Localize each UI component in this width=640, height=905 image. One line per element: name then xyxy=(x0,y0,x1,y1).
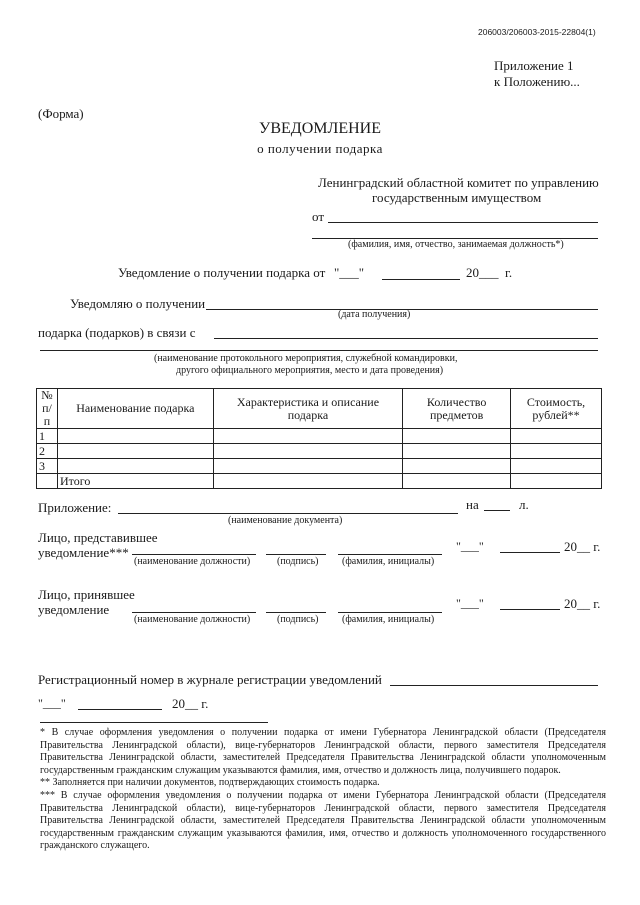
table-row xyxy=(37,459,602,474)
receiver-position-caption: (наименование должности) xyxy=(134,614,251,625)
submitter-date-day[interactable]: "___" xyxy=(456,539,484,553)
notice-label: Уведомление о получении подарка от xyxy=(118,265,326,280)
reason-caption-2: другого официального мероприятия, место и дата проведения) xyxy=(176,365,444,376)
registration-number-line[interactable] xyxy=(390,685,598,686)
receiver-date-day[interactable]: "___" xyxy=(456,596,484,610)
attachment-sheets-line[interactable] xyxy=(484,510,510,511)
attachment-sheets: л. xyxy=(519,497,529,512)
gifts-table xyxy=(36,388,602,489)
from-line-1[interactable] xyxy=(328,222,598,223)
gift-cost-cell[interactable] xyxy=(511,429,602,444)
submitter-position-caption: (наименование должности) xyxy=(134,556,251,567)
receiver-signature-line[interactable] xyxy=(266,612,326,613)
registration-label: Регистрационный номер в журнале регистрации уведомлений xyxy=(38,672,382,687)
reason-caption-1: (наименование протокольного мероприятия, служебной командировки, xyxy=(154,353,458,364)
gift-name-cell[interactable] xyxy=(57,444,213,459)
registration-date-day[interactable]: "___" xyxy=(38,696,66,710)
submitter-date-month-line[interactable] xyxy=(500,552,560,553)
receiver-signature-caption: (подпись) xyxy=(277,614,319,625)
attachment-caption: (наименование документа) xyxy=(228,515,343,526)
registration-month-line[interactable] xyxy=(78,709,162,710)
submitter-name-caption: (фамилия, инициалы) xyxy=(342,556,435,567)
total-label: Итого xyxy=(57,474,213,489)
notice-year[interactable]: 20___ xyxy=(466,265,499,280)
receiver-label-1: Лицо, принявшее xyxy=(38,587,135,602)
receipt-caption: (дата получения) xyxy=(338,309,411,320)
notice-month-line[interactable] xyxy=(382,279,460,280)
submitter-name-line[interactable] xyxy=(338,554,442,555)
registration-date-year[interactable]: 20__ г. xyxy=(172,696,209,711)
row-number: 2 xyxy=(37,444,58,459)
appendix-line-1: Приложение 1 xyxy=(494,58,574,73)
gift-name-cell[interactable] xyxy=(57,459,213,474)
from-label: от xyxy=(312,209,325,224)
submitter-position-line[interactable] xyxy=(132,554,256,555)
row-number: 1 xyxy=(37,429,58,444)
notice-year-suffix: г. xyxy=(505,265,513,280)
from-caption: (фамилия, имя, отчество, занимаемая должность*) xyxy=(348,239,564,250)
header-cost: Стоимость, рублей** xyxy=(511,389,602,429)
receiver-label-2: уведомление xyxy=(38,602,110,617)
footnote-3: *** В случае оформления уведомления о получении подарка от имени Губернатора Ленинградской области (Председателя Правительства Ленинградской области), вице-губернаторов Ленинградской области, первого заместителя Председателя Правительства Ленинградской области, заместителей Председателя Правительства Ленинградской области уполномоченным государственным гражданским служащим указываются фамилия, имя, отчество и должность уполномоченного государственного гражданского служащего. xyxy=(40,789,606,852)
total-description-cell[interactable] xyxy=(213,474,403,489)
notice-day[interactable]: "___" xyxy=(334,265,365,280)
header-number: № п/п xyxy=(37,389,58,429)
table-header-row xyxy=(37,389,602,429)
total-quantity-cell[interactable] xyxy=(403,474,511,489)
receiver-position-line[interactable] xyxy=(132,612,256,613)
page-subtitle: о получении подарка xyxy=(257,141,383,156)
gift-description-cell[interactable] xyxy=(213,459,403,474)
reason-label: подарка (подарков) в связи с xyxy=(38,325,196,340)
submitter-label-1: Лицо, представившее xyxy=(38,530,158,545)
submitter-label-2: уведомление*** xyxy=(38,545,129,560)
form-label: (Форма) xyxy=(38,106,84,121)
reason-line-2[interactable] xyxy=(40,350,598,351)
submitter-date-year[interactable]: 20__ г. xyxy=(564,539,601,554)
attachment-label: Приложение: xyxy=(38,500,112,515)
footnotes xyxy=(40,727,606,853)
gift-description-cell[interactable] xyxy=(213,444,403,459)
addressee-line-2: государственным имуществом xyxy=(372,190,542,205)
table-row xyxy=(37,444,602,459)
attachment-line[interactable] xyxy=(118,513,458,514)
footnote-1: * В случае оформления уведомления о получении подарка от имени Губернатора Ленинградской области (Председателя Правительства Ленинградской области), вице-губернаторов Ленинградской области, первого заместителя Председателя Правительства Ленинградской области, заместителей Председателя Правительства Ленинградской области уполномоченным государственным гражданским служащим указываются фамилия, имя, отчество и должность лица, получившего подарок. xyxy=(40,727,606,776)
row-number: 3 xyxy=(37,459,58,474)
total-cost-cell[interactable] xyxy=(511,474,602,489)
addressee-line-1: Ленинградский областной комитет по управлению xyxy=(318,175,599,190)
table-total-row xyxy=(37,474,602,489)
gift-quantity-cell[interactable] xyxy=(403,444,511,459)
attachment-na: на xyxy=(466,497,479,512)
gift-quantity-cell[interactable] xyxy=(403,429,511,444)
submitter-signature-caption: (подпись) xyxy=(277,556,319,567)
footnote-2: ** Заполняется при наличии документов, подтверждающих стоимость подарка. xyxy=(40,777,380,789)
header-gift-name: Наименование подарка xyxy=(57,389,213,429)
gift-name-cell[interactable] xyxy=(57,429,213,444)
submitter-signature-line[interactable] xyxy=(266,554,326,555)
receiver-name-line[interactable] xyxy=(338,612,442,613)
receiver-date-year[interactable]: 20__ г. xyxy=(564,596,601,611)
header-description: Характеристика и описание подарка xyxy=(213,389,403,429)
page-title: УВЕДОМЛЕНИЕ xyxy=(259,120,381,137)
gift-cost-cell[interactable] xyxy=(511,444,602,459)
footnote-separator xyxy=(40,722,268,723)
gift-quantity-cell[interactable] xyxy=(403,459,511,474)
document-code: 206003/206003-2015-22804(1) xyxy=(478,27,596,37)
receiver-date-month-line[interactable] xyxy=(500,609,560,610)
table-row xyxy=(37,429,602,444)
reason-line-1[interactable] xyxy=(214,338,598,339)
appendix-line-2: к Положению... xyxy=(494,74,580,89)
header-quantity: Количество предметов xyxy=(403,389,511,429)
receiver-name-caption: (фамилия, инициалы) xyxy=(342,614,435,625)
receipt-label: Уведомляю о получении xyxy=(70,296,206,311)
gift-cost-cell[interactable] xyxy=(511,459,602,474)
gift-description-cell[interactable] xyxy=(213,429,403,444)
